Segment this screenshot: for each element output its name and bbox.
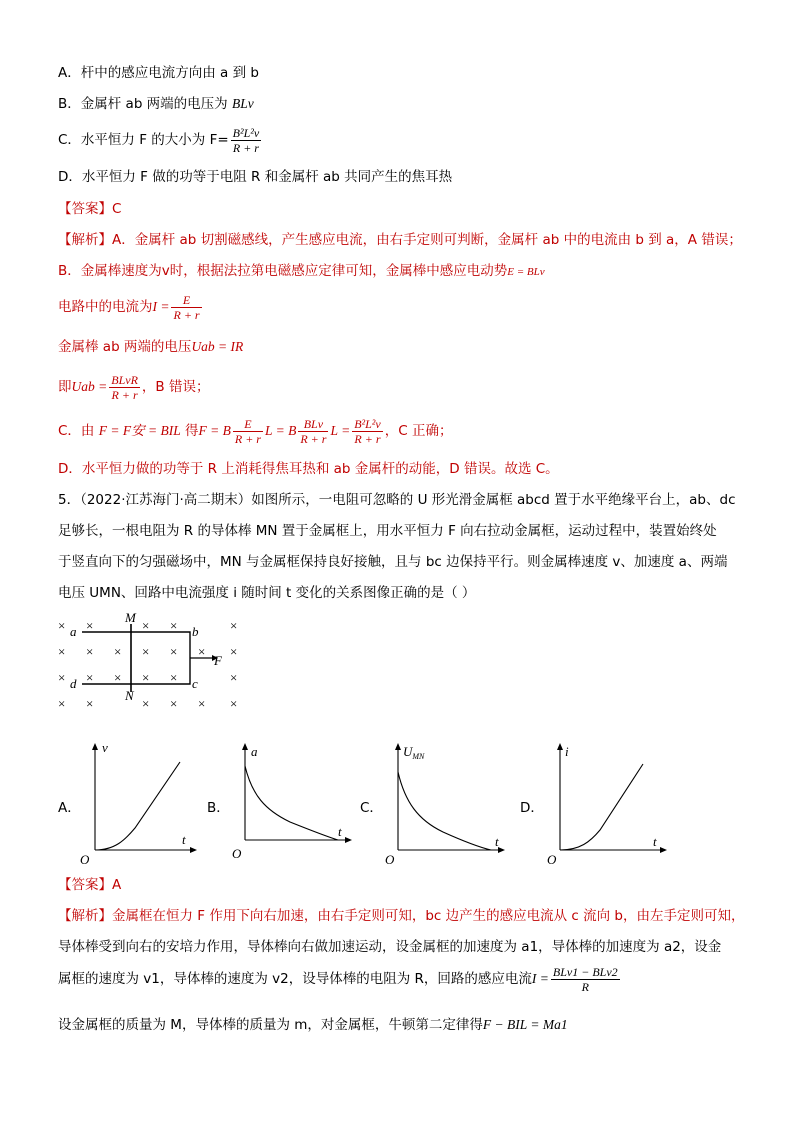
y-label-d: i	[565, 744, 569, 759]
option-b-text: B．金属杆 ab 两端的电压为	[58, 96, 232, 112]
ji-fraction	[109, 373, 140, 402]
c-fraction-2	[298, 417, 328, 446]
option-c-den: R + r	[232, 140, 259, 155]
option-c	[58, 124, 263, 156]
answer-1-label: 【答案】C	[58, 201, 122, 217]
c-f2-num: BLv	[298, 417, 328, 432]
y-axis-arrow-icon	[395, 743, 401, 750]
field-cross-icon: ×	[230, 670, 238, 685]
option-c-num: B²L²v	[232, 125, 260, 140]
question-5-line-4: 电压 UMN、回路中电流强度 i 随时间 t 变化的关系图像正确的是（ ）	[58, 585, 476, 601]
option-b-expr: BLv	[231, 96, 254, 111]
ji-num: BLvR	[111, 372, 138, 387]
origin-a: O	[80, 852, 90, 867]
c-de: 得	[185, 423, 199, 439]
question-5-line-1: 5．（2022·江苏海门·高二期末）如图所示，一电阻可忽略的 U 形光滑金属框 abcd 置于水平绝缘平台上，ab、dc	[58, 492, 736, 508]
c-derivation-prefix: C．由	[58, 423, 95, 439]
y-axis-arrow-icon	[242, 743, 248, 750]
answer-1-analysis-b	[58, 262, 545, 281]
line-4-expr: F − BIL = Ma1	[482, 1017, 568, 1032]
field-cross-icon: ×	[114, 670, 122, 685]
option-c-text: C．水平恒力 F 的大小为 F=	[58, 132, 229, 148]
option-c-fraction	[231, 126, 262, 155]
label-m: M	[125, 610, 136, 625]
c-fraction-1	[233, 417, 263, 446]
label-n: N	[125, 688, 134, 703]
x-label-a: t	[182, 832, 186, 847]
origin-c: O	[385, 852, 395, 867]
question-5-line-2: 足够长，一根电阻为 R 的导体棒 MN 置于金属框上，用水平恒力 F 向右拉动金属框，运动过程中，装置始终处	[58, 523, 717, 539]
field-cross-icon: ×	[114, 644, 122, 659]
origin-d: O	[547, 852, 557, 867]
d-conclusion: D．水平恒力做的功等于 R 上消耗得焦耳热和 ab 金属杆的动能，D 错误。故选 C。	[58, 461, 559, 477]
current-fraction	[171, 293, 201, 322]
graph-b[interactable]	[230, 740, 355, 868]
field-cross-icon: ×	[142, 644, 150, 659]
ji-text: 即	[58, 379, 72, 395]
field-cross-icon: ×	[142, 618, 150, 633]
c-mid: L = B	[264, 423, 297, 438]
current-den: R + r	[173, 307, 200, 322]
option-d: D．水平恒力 F 做的功等于电阻 R 和金属杆 ab 共同产生的焦耳热	[58, 169, 453, 185]
current-lhs: I =	[152, 299, 170, 314]
y-label-a: v	[102, 740, 108, 755]
graph-option-b-label[interactable]: B．	[207, 800, 230, 816]
line-3-num: BLv1 − BLv2	[552, 964, 618, 979]
answer-2-line-1-text: 【解析】金属框在恒力 F 作用下向右加速，由右手定则可知，bc 边产生的感应电流从 c 流向 b，由左手定则可知，	[58, 908, 745, 924]
graph-c[interactable]	[383, 740, 508, 868]
current-text: 电路中的电流为	[58, 299, 153, 315]
label-f: F	[214, 653, 222, 668]
field-cross-icon: ×	[230, 618, 238, 633]
field-cross-icon: ×	[142, 670, 150, 685]
answer-2-line-4-text: 设金属框的质量为 M，导体棒的质量为 m，对金属框，牛顿第二定律得	[58, 1017, 483, 1033]
c-f3-num: B²L²v	[354, 416, 381, 431]
c-mid2: L =	[330, 423, 351, 438]
voltage-expr: Uab = IR	[191, 339, 244, 354]
x-axis-arrow-icon	[190, 847, 197, 853]
field-cross-icon: ×	[230, 644, 238, 659]
ji-suffix: ，B 错误；	[141, 379, 210, 395]
field-cross-icon: ×	[198, 696, 206, 711]
graph-option-d-label[interactable]: D．	[520, 800, 544, 816]
magnetic-field-figure	[52, 608, 252, 713]
field-cross-icon: ×	[198, 644, 206, 659]
answer-2-label: 【答案】A	[58, 877, 122, 893]
c-f3-den: R + r	[354, 431, 381, 446]
c-expr2: F = B	[198, 423, 231, 438]
ji-line	[58, 370, 209, 404]
graph-option-a-label[interactable]: A．	[58, 800, 81, 816]
y-label-c: $U_{MN}$	[403, 744, 425, 761]
c-f2-den: R + r	[300, 431, 327, 446]
current-line	[58, 290, 204, 324]
label-a: a	[70, 624, 77, 639]
graph-a[interactable]	[80, 740, 200, 868]
field-cross-icon: ×	[230, 696, 238, 711]
answer-2-line-4	[58, 1016, 568, 1034]
line-3-fraction	[551, 965, 620, 994]
field-cross-icon: ×	[58, 644, 66, 659]
c-expr1: F = F安 = BIL	[98, 423, 181, 438]
answer-1-analysis-a: 【解析】A．金属杆 ab 切割磁感线，产生感应电流，由右手定则可判断，金属杆 ab 中的电流由 b 到 a，A 错误；	[58, 232, 742, 248]
ji-den: R + r	[111, 387, 138, 402]
option-a: A．杆中的感应电流方向由 a 到 b	[58, 65, 259, 81]
field-cross-icon: ×	[86, 670, 94, 685]
curve-b	[245, 766, 338, 840]
y-axis-arrow-icon	[557, 743, 563, 750]
voltage-line	[58, 338, 243, 356]
option-b	[58, 95, 254, 113]
x-label-b: t	[338, 824, 342, 839]
label-d: d	[70, 676, 77, 691]
field-cross-icon: ×	[170, 644, 178, 659]
field-cross-icon: ×	[170, 696, 178, 711]
current-num: E	[171, 293, 201, 308]
question-5-line-3: 于竖直向下的匀强磁场中，MN 与金属框保持良好接触，且与 bc 边保持平行。则金属棒速度 v、加速度 a、两端	[58, 554, 728, 570]
x-axis-arrow-icon	[498, 847, 505, 853]
answer-2-line-2: 导体棒受到向右的安培力作用，导体棒向右做加速运动，设金属框的加速度为 a1，导体棒的加速度为 a2，设金	[58, 939, 722, 955]
ji-lhs: Uab =	[71, 379, 108, 394]
field-cross-icon: ×	[142, 696, 150, 711]
field-cross-icon: ×	[86, 644, 94, 659]
y-axis-arrow-icon	[92, 743, 98, 750]
field-cross-icon: ×	[58, 670, 66, 685]
x-axis-arrow-icon	[660, 847, 667, 853]
line-3-lhs: I =	[531, 971, 549, 986]
c-derivation-line	[58, 414, 452, 448]
label-b: b	[192, 624, 199, 639]
answer-2-line-1	[58, 907, 745, 925]
graph-option-c-label[interactable]: C．	[360, 800, 383, 816]
answer-2-line-3	[58, 962, 622, 996]
field-cross-icon: ×	[170, 670, 178, 685]
x-axis-arrow-icon	[345, 837, 352, 843]
y-label-b: a	[251, 744, 258, 759]
analysis-b-text: B．金属棒速度为v时，根据法拉第电磁感应定律可知，金属棒中感应电动势	[58, 263, 508, 279]
x-label-d: t	[653, 834, 657, 849]
curve-d	[560, 764, 643, 850]
c-fraction-3	[352, 417, 383, 446]
curve-a	[95, 762, 180, 850]
c-f1-num: E	[233, 417, 263, 432]
field-cross-icon: ×	[170, 618, 178, 633]
line-3-den: R	[581, 979, 589, 994]
field-cross-icon: ×	[86, 696, 94, 711]
field-cross-icon: ×	[86, 618, 94, 633]
graph-d[interactable]	[545, 740, 670, 868]
voltage-text: 金属棒 ab 两端的电压	[58, 339, 192, 355]
c-suffix: ，C 正确；	[384, 423, 453, 439]
curve-c	[398, 772, 491, 850]
label-c: c	[192, 676, 198, 691]
field-cross-icon: ×	[58, 696, 66, 711]
c-f1-den: R + r	[234, 431, 261, 446]
answer-2-line-3-text: 属框的速度为 v1，导体棒的速度为 v2，设导体棒的电阻为 R，回路的感应电流	[58, 971, 532, 987]
field-cross-icon: ×	[58, 618, 66, 633]
x-label-c: t	[495, 834, 499, 849]
emf-formula: E = BLv	[507, 266, 545, 278]
origin-b: O	[232, 846, 242, 861]
